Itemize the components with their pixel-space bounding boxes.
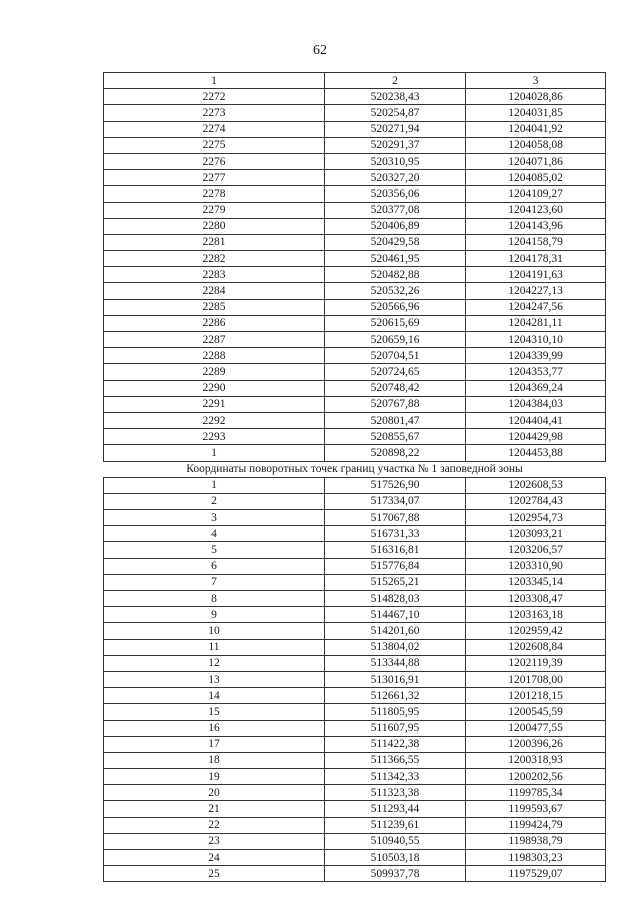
- point-number-cell: 2287: [104, 332, 325, 348]
- table-row: [104, 785, 606, 801]
- y-coordinate-cell: 1204384,03: [466, 396, 606, 412]
- y-coordinate-cell: 1203093,21: [466, 526, 606, 542]
- x-coordinate-cell: 517334,07: [325, 493, 466, 509]
- y-coordinate-cell: 1204109,27: [466, 186, 606, 202]
- y-coordinate-cell: 1204281,11: [466, 315, 606, 331]
- point-number-cell: 2273: [104, 105, 325, 121]
- y-coordinate-cell: 1199785,34: [466, 785, 606, 801]
- y-coordinate-cell: 1204369,24: [466, 380, 606, 396]
- table-row: [104, 477, 606, 493]
- x-coordinate-cell: 510940,55: [325, 833, 466, 849]
- point-number-cell: 2290: [104, 380, 325, 396]
- x-coordinate-cell: 520429,58: [325, 234, 466, 250]
- table-row: [104, 801, 606, 817]
- x-coordinate-cell: 511342,33: [325, 769, 466, 785]
- y-coordinate-cell: 1204247,56: [466, 299, 606, 315]
- x-coordinate-cell: 511293,44: [325, 801, 466, 817]
- x-coordinate-cell: 520855,67: [325, 429, 466, 445]
- point-number-cell: 2280: [104, 218, 325, 234]
- x-coordinate-cell: 520615,69: [325, 315, 466, 331]
- table-row: [104, 170, 606, 186]
- y-coordinate-cell: 1202954,73: [466, 510, 606, 526]
- point-number-cell: 2289: [104, 364, 325, 380]
- table-row: [104, 267, 606, 283]
- point-number-cell: 6: [104, 558, 325, 574]
- point-number-cell: 5: [104, 542, 325, 558]
- x-coordinate-cell: 520566,96: [325, 299, 466, 315]
- table-row: [104, 623, 606, 639]
- table-row: [104, 202, 606, 218]
- x-coordinate-cell: 516731,33: [325, 526, 466, 542]
- table-row: [104, 396, 606, 412]
- y-coordinate-cell: 1200202,56: [466, 769, 606, 785]
- y-coordinate-cell: 1204227,13: [466, 283, 606, 299]
- x-coordinate-cell: 514201,60: [325, 623, 466, 639]
- table-row: [104, 364, 606, 380]
- point-number-cell: 13: [104, 671, 325, 687]
- y-coordinate-cell: 1200477,55: [466, 720, 606, 736]
- x-coordinate-cell: 517526,90: [325, 477, 466, 493]
- table-row: [104, 380, 606, 396]
- point-number-cell: 18: [104, 752, 325, 768]
- y-coordinate-cell: 1204158,79: [466, 234, 606, 250]
- point-number-cell: 2282: [104, 251, 325, 267]
- table-row: [104, 412, 606, 428]
- table-row: [104, 234, 606, 250]
- x-coordinate-cell: 515265,21: [325, 574, 466, 590]
- point-number-cell: 11: [104, 639, 325, 655]
- point-number-cell: 25: [104, 866, 325, 882]
- y-coordinate-cell: 1199593,67: [466, 801, 606, 817]
- column-number-cell: 2: [325, 73, 466, 89]
- point-number-cell: 22: [104, 817, 325, 833]
- point-number-cell: 15: [104, 704, 325, 720]
- table-row: [104, 299, 606, 315]
- table-row: [104, 850, 606, 866]
- y-coordinate-cell: 1198303,23: [466, 850, 606, 866]
- table-row: [104, 720, 606, 736]
- x-coordinate-cell: 511366,55: [325, 752, 466, 768]
- x-coordinate-cell: 520310,95: [325, 153, 466, 169]
- point-number-cell: 2293: [104, 429, 325, 445]
- x-coordinate-cell: 520767,88: [325, 396, 466, 412]
- table-row: [104, 866, 606, 882]
- table-row: [104, 639, 606, 655]
- x-coordinate-cell: 511239,61: [325, 817, 466, 833]
- y-coordinate-cell: 1199424,79: [466, 817, 606, 833]
- y-coordinate-cell: 1203310,90: [466, 558, 606, 574]
- point-number-cell: 17: [104, 736, 325, 752]
- table-row: [104, 332, 606, 348]
- y-coordinate-cell: 1204041,92: [466, 121, 606, 137]
- y-coordinate-cell: 1198938,79: [466, 833, 606, 849]
- column-number-cell: 3: [466, 73, 606, 89]
- x-coordinate-cell: 511607,95: [325, 720, 466, 736]
- x-coordinate-cell: 509937,78: [325, 866, 466, 882]
- x-coordinate-cell: 520327,20: [325, 170, 466, 186]
- point-number-cell: 9: [104, 607, 325, 623]
- table-row: [104, 736, 606, 752]
- point-number-cell: 2285: [104, 299, 325, 315]
- table-row: [104, 526, 606, 542]
- x-coordinate-cell: 520461,95: [325, 251, 466, 267]
- table-row: [104, 251, 606, 267]
- y-coordinate-cell: 1204339,99: [466, 348, 606, 364]
- table-row: [104, 817, 606, 833]
- table-row: [104, 510, 606, 526]
- y-coordinate-cell: 1203345,14: [466, 574, 606, 590]
- y-coordinate-cell: 1201708,00: [466, 671, 606, 687]
- table-row: [104, 89, 606, 105]
- table-row: [104, 558, 606, 574]
- table-row: [104, 655, 606, 671]
- point-number-cell: 2288: [104, 348, 325, 364]
- y-coordinate-cell: 1204453,88: [466, 445, 606, 461]
- y-coordinate-cell: 1200545,59: [466, 704, 606, 720]
- x-coordinate-cell: 520898,22: [325, 445, 466, 461]
- x-coordinate-cell: 513344,88: [325, 655, 466, 671]
- point-number-cell: 3: [104, 510, 325, 526]
- table-row: [104, 137, 606, 153]
- y-coordinate-cell: 1197529,07: [466, 866, 606, 882]
- point-number-cell: 20: [104, 785, 325, 801]
- x-coordinate-cell: 520801,47: [325, 412, 466, 428]
- section-title: Координаты поворотных точек границ участка № 1 заповедной зоны: [104, 461, 606, 477]
- x-coordinate-cell: 511422,38: [325, 736, 466, 752]
- point-number-cell: 2275: [104, 137, 325, 153]
- table-row: [104, 429, 606, 445]
- column-number-cell: 1: [104, 73, 325, 89]
- y-coordinate-cell: 1202784,43: [466, 493, 606, 509]
- point-number-cell: 2281: [104, 234, 325, 250]
- table-row: [104, 704, 606, 720]
- x-coordinate-cell: 511805,95: [325, 704, 466, 720]
- y-coordinate-cell: 1204123,60: [466, 202, 606, 218]
- point-number-cell: 2292: [104, 412, 325, 428]
- page-number: 62: [313, 43, 327, 58]
- point-number-cell: 1: [104, 445, 325, 461]
- x-coordinate-cell: 520238,43: [325, 89, 466, 105]
- table-row: [104, 833, 606, 849]
- x-coordinate-cell: 520724,65: [325, 364, 466, 380]
- point-number-cell: 2277: [104, 170, 325, 186]
- x-coordinate-cell: 520291,37: [325, 137, 466, 153]
- x-coordinate-cell: 520482,88: [325, 267, 466, 283]
- y-coordinate-cell: 1204404,41: [466, 412, 606, 428]
- point-number-cell: 12: [104, 655, 325, 671]
- y-coordinate-cell: 1204031,85: [466, 105, 606, 121]
- point-number-cell: 2284: [104, 283, 325, 299]
- coordinates-table-body: [104, 73, 606, 882]
- x-coordinate-cell: 514467,10: [325, 607, 466, 623]
- table-row: [104, 186, 606, 202]
- table-row: [104, 591, 606, 607]
- table-row: [104, 121, 606, 137]
- point-number-cell: 2274: [104, 121, 325, 137]
- y-coordinate-cell: 1204429,98: [466, 429, 606, 445]
- y-coordinate-cell: 1204178,31: [466, 251, 606, 267]
- x-coordinate-cell: 516316,81: [325, 542, 466, 558]
- table-row: [104, 688, 606, 704]
- table-row: [104, 315, 606, 331]
- point-number-cell: 2291: [104, 396, 325, 412]
- y-coordinate-cell: 1203308,47: [466, 591, 606, 607]
- table-row: [104, 105, 606, 121]
- point-number-cell: 16: [104, 720, 325, 736]
- point-number-cell: 2276: [104, 153, 325, 169]
- point-number-cell: 14: [104, 688, 325, 704]
- point-number-cell: 19: [104, 769, 325, 785]
- x-coordinate-cell: 520377,08: [325, 202, 466, 218]
- y-coordinate-cell: 1204143,96: [466, 218, 606, 234]
- y-coordinate-cell: 1202608,84: [466, 639, 606, 655]
- section-title-row: [104, 461, 606, 477]
- table-row: [104, 542, 606, 558]
- coordinates-table: [103, 72, 606, 882]
- x-coordinate-cell: 513804,02: [325, 639, 466, 655]
- x-coordinate-cell: 520704,51: [325, 348, 466, 364]
- table-row: [104, 218, 606, 234]
- table-row: [104, 752, 606, 768]
- x-coordinate-cell: 517067,88: [325, 510, 466, 526]
- point-number-cell: 21: [104, 801, 325, 817]
- x-coordinate-cell: 520659,16: [325, 332, 466, 348]
- table-row: [104, 348, 606, 364]
- point-number-cell: 4: [104, 526, 325, 542]
- y-coordinate-cell: 1204310,10: [466, 332, 606, 348]
- x-coordinate-cell: 515776,84: [325, 558, 466, 574]
- x-coordinate-cell: 510503,18: [325, 850, 466, 866]
- table-row: [104, 493, 606, 509]
- x-coordinate-cell: 520271,94: [325, 121, 466, 137]
- y-coordinate-cell: 1204071,86: [466, 153, 606, 169]
- x-coordinate-cell: 520532,26: [325, 283, 466, 299]
- point-number-cell: 2278: [104, 186, 325, 202]
- y-coordinate-cell: 1200318,93: [466, 752, 606, 768]
- x-coordinate-cell: 512661,32: [325, 688, 466, 704]
- y-coordinate-cell: 1200396,26: [466, 736, 606, 752]
- y-coordinate-cell: 1204058,08: [466, 137, 606, 153]
- point-number-cell: 24: [104, 850, 325, 866]
- point-number-cell: 10: [104, 623, 325, 639]
- table-row: [104, 153, 606, 169]
- x-coordinate-cell: 513016,91: [325, 671, 466, 687]
- x-coordinate-cell: 511323,38: [325, 785, 466, 801]
- y-coordinate-cell: 1204085,02: [466, 170, 606, 186]
- point-number-cell: 1: [104, 477, 325, 493]
- y-coordinate-cell: 1203206,57: [466, 542, 606, 558]
- x-coordinate-cell: 514828,03: [325, 591, 466, 607]
- y-coordinate-cell: 1203163,18: [466, 607, 606, 623]
- x-coordinate-cell: 520406,89: [325, 218, 466, 234]
- y-coordinate-cell: 1204353,77: [466, 364, 606, 380]
- point-number-cell: 7: [104, 574, 325, 590]
- y-coordinate-cell: 1201218,15: [466, 688, 606, 704]
- y-coordinate-cell: 1202119,39: [466, 655, 606, 671]
- y-coordinate-cell: 1202608,53: [466, 477, 606, 493]
- point-number-cell: 2279: [104, 202, 325, 218]
- y-coordinate-cell: 1204191,63: [466, 267, 606, 283]
- point-number-cell: 2283: [104, 267, 325, 283]
- point-number-cell: 2286: [104, 315, 325, 331]
- x-coordinate-cell: 520254,87: [325, 105, 466, 121]
- table-row: [104, 283, 606, 299]
- point-number-cell: 2: [104, 493, 325, 509]
- table-row: [104, 574, 606, 590]
- y-coordinate-cell: 1202959,42: [466, 623, 606, 639]
- point-number-cell: 2272: [104, 89, 325, 105]
- x-coordinate-cell: 520748,42: [325, 380, 466, 396]
- point-number-cell: 8: [104, 591, 325, 607]
- table-row: [104, 769, 606, 785]
- header-row: [104, 73, 606, 89]
- table-row: [104, 607, 606, 623]
- point-number-cell: 23: [104, 833, 325, 849]
- y-coordinate-cell: 1204028,86: [466, 89, 606, 105]
- x-coordinate-cell: 520356,06: [325, 186, 466, 202]
- table-row: [104, 671, 606, 687]
- table-row: [104, 445, 606, 461]
